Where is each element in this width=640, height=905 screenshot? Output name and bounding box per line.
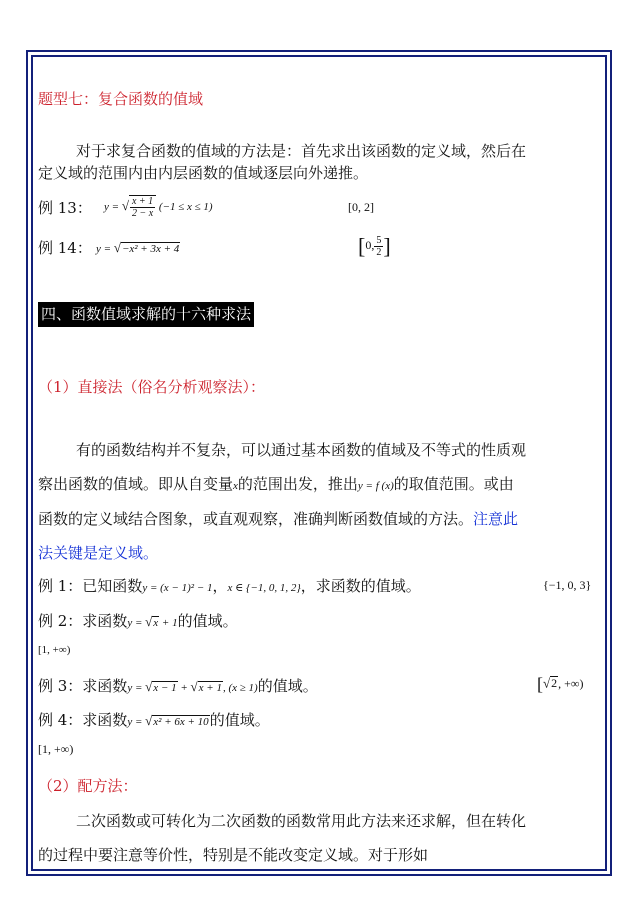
paragraph-2-line-4-note: 法关键是定义域。 — [38, 544, 159, 562]
example-2: 例 2：求函数y = √x + 1的值域。 — [38, 612, 238, 630]
example-14-answer: [0, $\frac{5}{2}$ ] — [358, 233, 391, 259]
example-4: 例 4：求函数y = √x² + 6x + 10的值域。 — [38, 711, 270, 729]
ex13-numerator: x + 1 — [131, 195, 154, 207]
ex4-label: 例 4：求函数 — [38, 711, 128, 729]
ex14-radicand: −x² + 3x + 4 — [121, 243, 180, 255]
ex13-denominator: 2 − x — [131, 207, 154, 219]
p2-text-line3: 函数的定义域结合图象，或直观观察，准确判断函数值域的方法。 — [38, 510, 474, 528]
ex13-lhs: y = — [104, 201, 120, 213]
paragraph-2-line-1: 有的函数结构并不复杂，可以通过基本函数的值域及不等式的性质观 — [76, 441, 527, 459]
example-4-answer: [1, +∞) — [38, 742, 74, 756]
ex14-lhs: y = — [96, 243, 112, 255]
ex1-domain: x ∈ {−1, 0, 1, 2} — [227, 582, 301, 594]
ex2-label: 例 2：求函数 — [38, 612, 128, 630]
ex4-radicand: x² + 6x + 10 — [153, 716, 209, 728]
ex14-answer-left: 0, — [365, 238, 375, 252]
ex4-lhs: y = — [127, 716, 143, 728]
ex3-lhs: y = — [127, 682, 143, 694]
example-13-formula: y = √ $\frac{x + 1}{2 - x}$ (−1 ≤ x ≤ 1) — [104, 195, 213, 219]
ex2-lhs: y = — [127, 617, 143, 629]
ex3-ans-radicand: 2 — [551, 676, 558, 691]
ex2-tail: 的值域。 — [177, 612, 238, 630]
example-14-formula: y = √−x² + 3x + 4 — [96, 240, 180, 255]
ex3-label: 例 3：求函数 — [38, 677, 128, 695]
p2-text-b: 的范围出发，推出 — [237, 475, 358, 493]
ex3-tail: 的值域。 — [257, 677, 318, 695]
ex1-label: 例 1：已知函数 — [38, 577, 143, 595]
paragraph-1-line-2: 定义域的范围内由内层函数的值域逐层向外递推。 — [38, 164, 369, 182]
example-1-answer: {−1, 0, 3} — [543, 578, 592, 592]
ex1-tail: ，求函数的值域。 — [300, 577, 421, 595]
p2-text-c: 的取值范围。或由 — [393, 475, 514, 493]
ex2-radicand: x — [153, 617, 159, 629]
paragraph-3-line-1: 二次函数或可转化为二次函数的函数常用此方法来还求解，但在转化 — [76, 812, 527, 830]
example-13-answer: [0, 2] — [348, 200, 374, 214]
ex13-condition: (−1 ≤ x ≤ 1) — [158, 201, 213, 213]
heading-type-seven: 题型七：复合函数的值域 — [38, 90, 204, 108]
p2-function-fx: y = f (x) — [357, 480, 394, 492]
example-1 — [38, 576, 421, 598]
ex3-plus: + — [180, 682, 188, 694]
method-1-title: （1）直接法（俗名分析观察法）： — [38, 378, 266, 396]
example-2-answer: [1, +∞) — [38, 644, 71, 656]
ex14-answer-den: 2 — [376, 246, 382, 258]
ex1-sep: ， — [212, 577, 228, 595]
method-2-title: （2）配方法： — [38, 777, 138, 795]
ex3-ans-bracket: [ — [537, 674, 543, 694]
ex3-radicand-2: x + 1 — [198, 682, 222, 694]
ex3-condition: , (x ≥ 1) — [222, 682, 258, 694]
p2-var-x: x — [233, 480, 238, 492]
p2-text-a: 察出函数的值域。即从自变量 — [38, 475, 234, 493]
ex4-tail: 的值域。 — [209, 711, 270, 729]
example-3: 例 3：求函数y = √x − 1 + √x + 1, (x ≥ 1)的值域。 — [38, 677, 318, 695]
ex3-ans-right: , +∞) — [558, 676, 584, 691]
ex14-answer-num: 5 — [376, 234, 382, 246]
paragraph-1-line-1: 对于求复合函数的值域的方法是：首先求出该函数的定义域，然后在 — [76, 142, 527, 160]
example-13-label: 例 13： — [38, 199, 92, 217]
section-4-title: 四、函数值域求解的十六种求法 — [38, 302, 254, 327]
p2-note-start: 注意此 — [473, 510, 519, 528]
paragraph-2-line-3 — [38, 509, 518, 529]
paragraph-3-line-2: 的过程中要注意等价性，特别是不能改变定义域。对于形如 — [38, 846, 429, 864]
example-14-label: 例 14： — [38, 239, 92, 257]
ex1-formula: y = (x − 1)² − 1 — [142, 582, 213, 594]
ex2-rest: + 1 — [161, 617, 178, 629]
paragraph-2-line-2 — [38, 474, 514, 496]
example-3-answer: [√2, +∞) — [537, 674, 584, 694]
ex3-radicand-1: x − 1 — [153, 682, 177, 694]
